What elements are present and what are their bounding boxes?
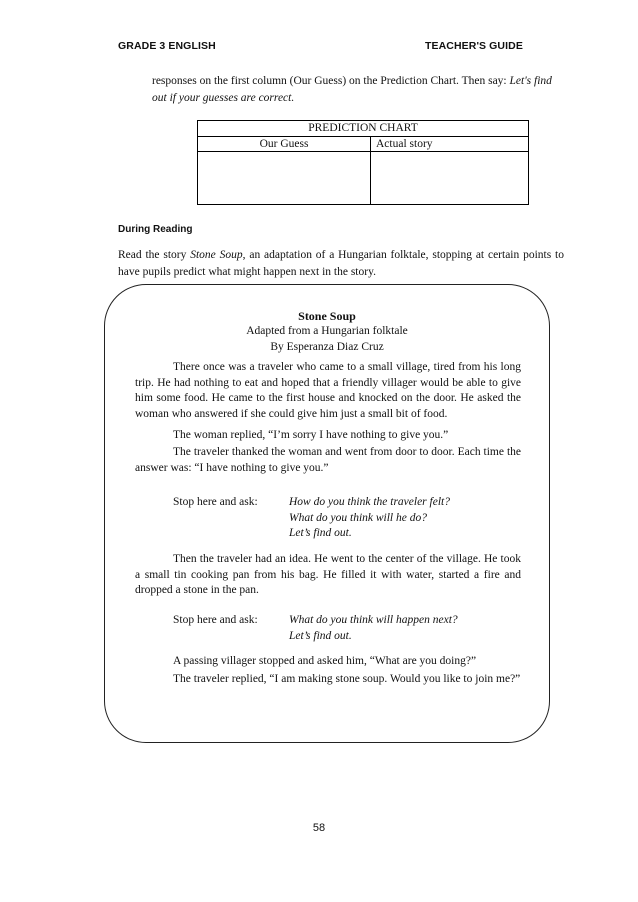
prediction-chart-title: PREDICTION CHART bbox=[198, 121, 529, 137]
story-paragraph: Then the traveler had an idea. He went to the center of the village. He took a small tin cooking pan from his bag. He filled it with water, started a fire and dropped a stone in the pan. bbox=[135, 553, 521, 597]
story-author: By Esperanza Diaz Cruz bbox=[270, 341, 384, 353]
during-reading-paragraph bbox=[118, 247, 564, 281]
running-header-right: TEACHER'S GUIDE bbox=[425, 40, 523, 52]
stop-question: Let’s find out. bbox=[289, 527, 352, 540]
stop-label: Stop here and ask: bbox=[173, 614, 258, 626]
running-header-left: GRADE 3 ENGLISH bbox=[118, 40, 216, 52]
our-guess-cell bbox=[198, 152, 371, 205]
story-paragraph: There once was a traveler who came to a small village, tired from his long trip. He had nothing to eat and hoped that a friendly villager would be able to give him some food. He came to the first house and knocked on the door. He asked the woman who answered if she could give him just a small bit of food. bbox=[135, 361, 521, 420]
stop-question: What do you think will happen next? bbox=[289, 614, 458, 626]
stop-questions bbox=[289, 495, 450, 542]
column-header-our-guess: Our Guess bbox=[198, 137, 371, 152]
story-paragraph: A passing villager stopped and asked him, “What are you doing?” bbox=[173, 655, 477, 667]
prediction-chart bbox=[197, 120, 529, 205]
page-number: 58 bbox=[312, 822, 326, 834]
stop-question: What do you think will he do? bbox=[289, 511, 427, 524]
para-after: , an adaptation of a Hungarian folktale, stopping at certain points to have pupils predict what might happen next in the story. bbox=[118, 249, 565, 278]
stop-label: Stop here and ask: bbox=[173, 496, 258, 508]
story-title: Stone Soup bbox=[298, 309, 356, 323]
story-subtitle: Adapted from a Hungarian folktale bbox=[246, 325, 408, 337]
story-paragraph: The traveler thanked the woman and went from door to door. Each time the answer was: “I have nothing to give you.” bbox=[135, 446, 521, 474]
intro-italic-text: Let's find out if your guesses are correct. bbox=[152, 75, 552, 104]
column-header-actual-story: Actual story bbox=[371, 137, 529, 152]
actual-story-cell bbox=[371, 152, 529, 205]
stop-questions bbox=[289, 613, 458, 644]
intro-paragraph bbox=[152, 73, 562, 107]
section-heading: During Reading bbox=[118, 224, 193, 235]
para-story-title: Stone Soup bbox=[190, 249, 243, 261]
stop-question: Let’s find out. bbox=[289, 629, 352, 642]
stop-question: How do you think the traveler felt? bbox=[289, 496, 450, 508]
story-paragraph: The traveler replied, “I am making stone soup. Would you like to join me?” bbox=[173, 673, 521, 685]
intro-text: responses on the first column (Our Guess) on the Prediction Chart. Then say: bbox=[152, 75, 510, 87]
story-paragraph: The woman replied, “I’m sorry I have nothing to give you.” bbox=[173, 429, 449, 441]
para-before: Read the story bbox=[118, 249, 191, 261]
